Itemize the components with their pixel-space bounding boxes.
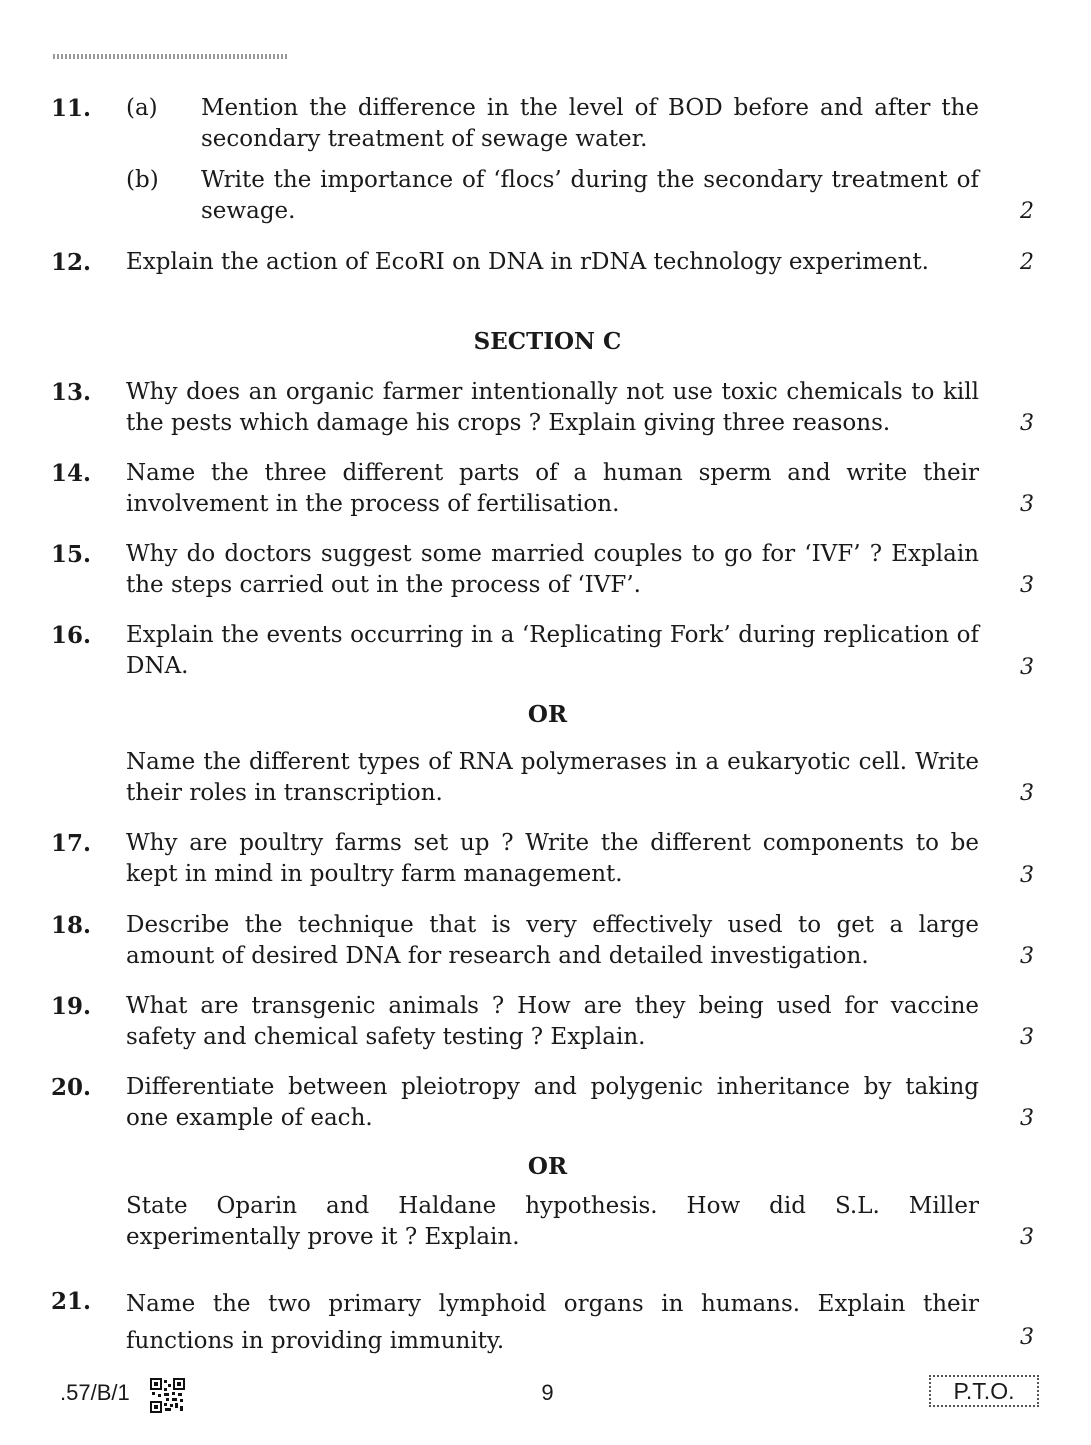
marks: 3 — [1020, 781, 1034, 806]
marks: 3 — [1020, 411, 1034, 436]
question-number: 18. — [51, 912, 92, 939]
question-text: Name the three different parts of a human sperm and write their involvement in the process of fertilisation. — [126, 460, 979, 517]
question-text: Name the different types of RNA polymerases in a eukaryotic cell. Write their roles in transcription. — [126, 749, 979, 806]
question-number: 16. — [51, 622, 92, 649]
marks: 3 — [1020, 1225, 1034, 1250]
marks: 3 — [1020, 1106, 1034, 1131]
marks: 3 — [1020, 863, 1034, 888]
question-number: 21. — [51, 1288, 92, 1315]
question-number: 12. — [51, 249, 92, 276]
question-number: 11. — [51, 95, 92, 122]
question-text: Differentiate between pleiotropy and polygenic inheritance by taking one example of each. — [126, 1074, 979, 1131]
part-label: (b) — [126, 167, 159, 193]
marks: 3 — [1020, 1025, 1034, 1050]
part-label: (a) — [126, 95, 158, 121]
marks: 3 — [1020, 655, 1034, 680]
question-text: What are transgenic animals ? How are they being used for vaccine safety and chemical safety testing ? Explain. — [126, 993, 979, 1050]
question-number: 15. — [51, 541, 92, 568]
question-text: Why do doctors suggest some married couples to go for ‘IVF’ ? Explain the steps carried out in the process of ‘IVF’. — [126, 541, 979, 598]
question-text: Explain the events occurring in a ‘Replicating Fork’ during replication of DNA. — [126, 622, 979, 679]
marks: 2 — [1020, 250, 1034, 275]
pto-box: P.T.O. — [929, 1375, 1039, 1407]
marks: 3 — [1020, 944, 1034, 969]
question-text: State Oparin and Haldane hypothesis. How did S.L. Miller experimentally prove it ? Explain. — [126, 1193, 979, 1250]
question-text: Why are poultry farms set up ? Write the different components to be kept in mind in poultry farm management. — [126, 830, 979, 887]
question-number: 13. — [51, 379, 92, 406]
marks: 3 — [1020, 573, 1034, 598]
or-label: OR — [527, 701, 568, 728]
marks: 3 — [1020, 1325, 1034, 1350]
question-text: Name the two primary lymphoid organs in humans. Explain their functions in providing immunity. — [126, 1291, 979, 1354]
header-dotted-line — [53, 54, 289, 59]
question-number: 14. — [51, 460, 92, 487]
question-text: Mention the difference in the level of BOD before and after the secondary treatment of sewage water. — [201, 95, 979, 152]
section-heading: SECTION C — [473, 328, 622, 355]
question-number: 19. — [51, 993, 92, 1020]
or-label: OR — [527, 1153, 568, 1180]
question-number: 20. — [51, 1074, 92, 1101]
paper-code: .57/B/1 — [60, 1380, 130, 1405]
question-number: 17. — [51, 830, 92, 857]
marks: 3 — [1020, 492, 1034, 517]
question-text: Write the importance of ‘flocs’ during the secondary treatment of sewage. — [201, 167, 979, 224]
page-number: 9 — [541, 1380, 554, 1405]
question-text: Why does an organic farmer intentionally not use toxic chemicals to kill the pests which damage his crops ? Explain giving three reasons. — [126, 379, 979, 436]
question-text: Explain the action of EcoRI on DNA in rDNA technology experiment. — [126, 249, 929, 275]
question-text: Describe the technique that is very effectively used to get a large amount of desired DNA for research and detailed investigation. — [126, 912, 979, 969]
marks: 2 — [1020, 199, 1034, 224]
